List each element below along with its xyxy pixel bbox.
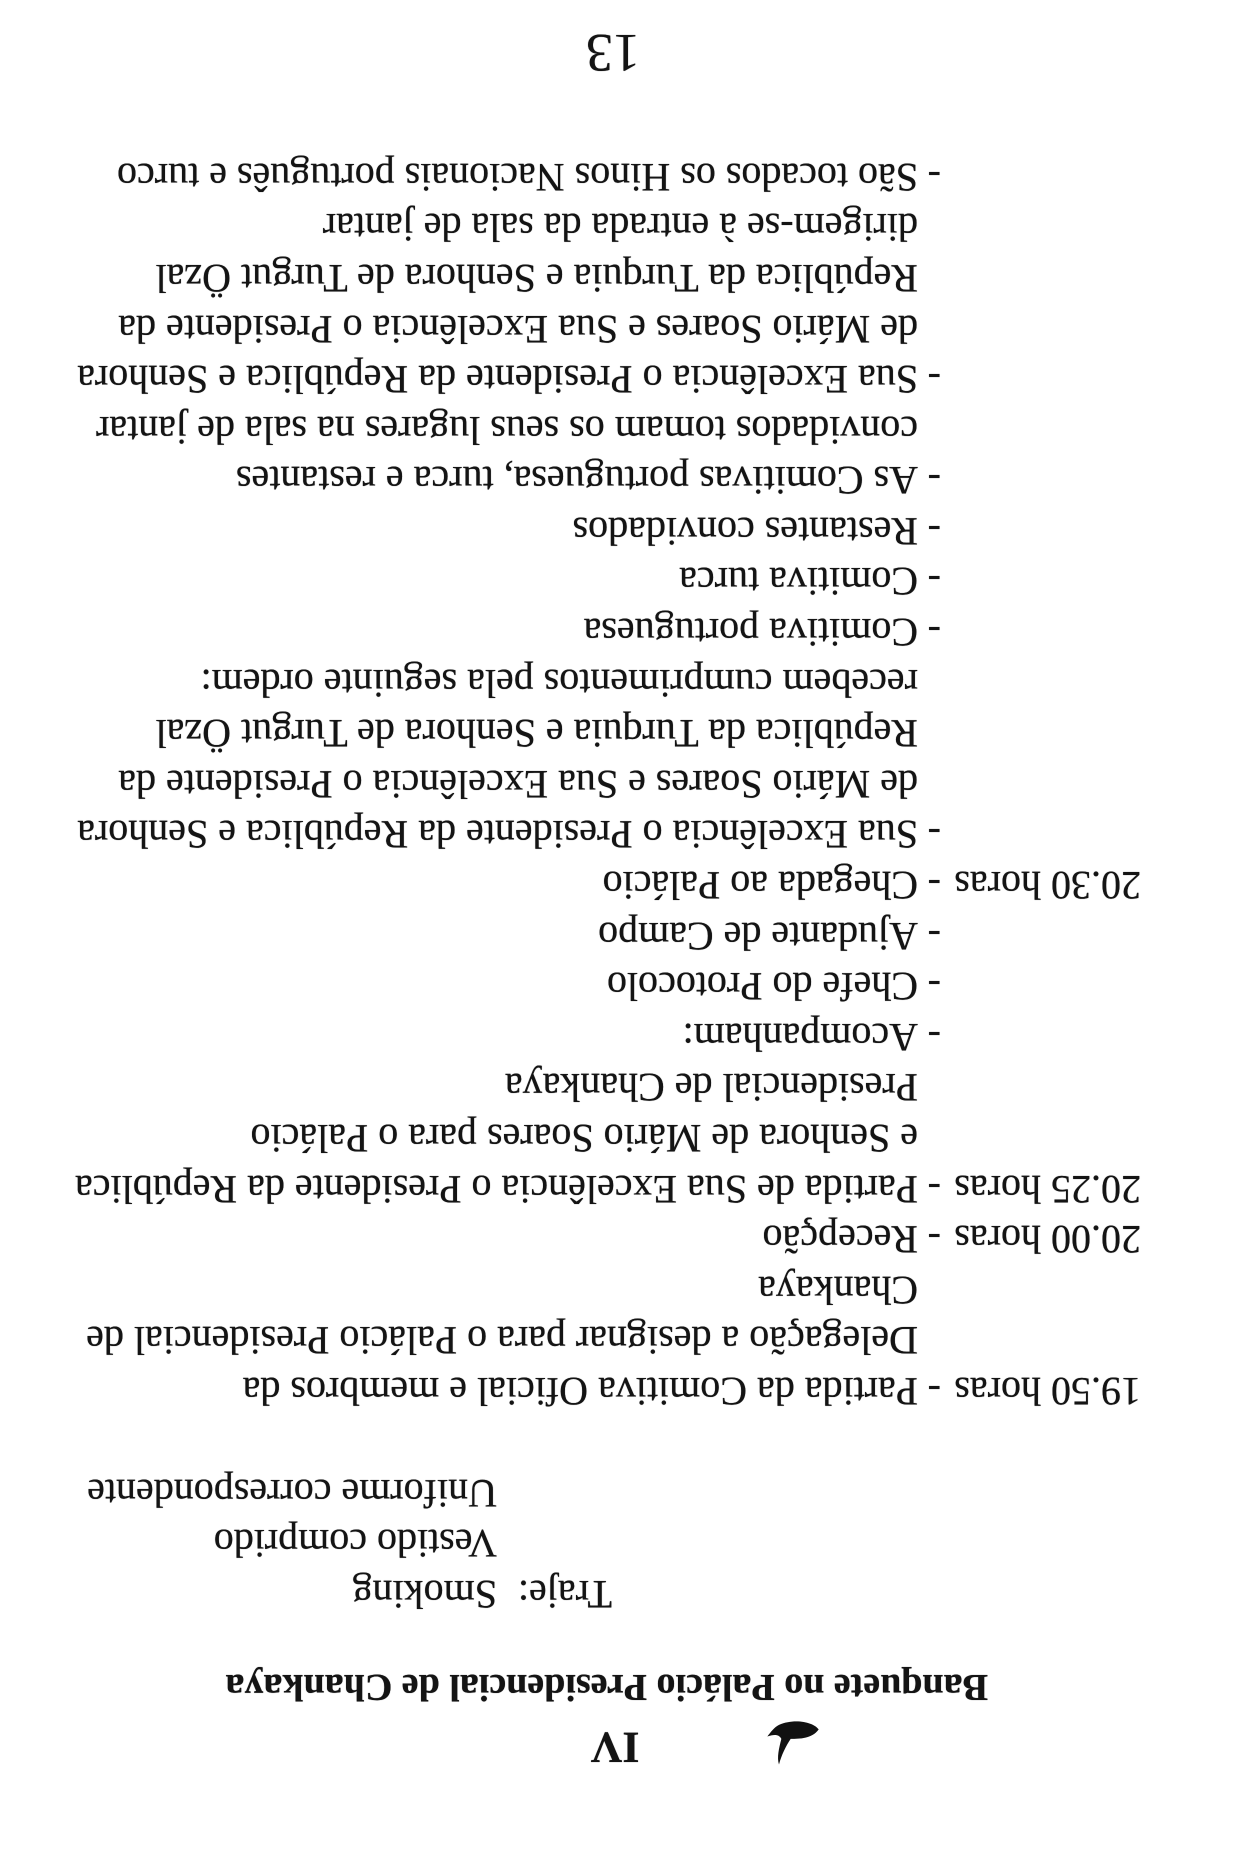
list-dash: - (927, 1014, 941, 1060)
schedule-line (75, 1112, 1141, 1163)
schedule-time: 19.50 horas (954, 1369, 1141, 1414)
schedule-text: Sua Excelência o Presidente da República e Senhora (77, 812, 918, 858)
attire-label-spacer (497, 1467, 612, 1518)
schedule-text: dirigem-se à entrada da sala de jantar (322, 205, 918, 251)
attire-label: Traje: (517, 1572, 612, 1617)
attire-line (87, 1467, 612, 1518)
list-dash: - (927, 508, 941, 554)
schedule-text: Partida de Sua Excelência o Presidente da República (74, 1166, 918, 1212)
schedule-text: República da Turquia e Senhora de Turgut Özal (155, 711, 918, 757)
schedule-line (75, 1365, 1141, 1416)
schedule-time: 20.00 horas (954, 1217, 1141, 1263)
list-dash: - (927, 154, 941, 200)
schedule-text: Presidencial de Chankaya (504, 1065, 918, 1111)
schedule-text: recebem cumprimentos pela seguinte ordem: (200, 660, 918, 706)
schedule-line (75, 455, 1141, 506)
list-dash: - (927, 458, 941, 504)
schedule-line (75, 1264, 1141, 1315)
schedule-text: Comitiva turca (679, 559, 918, 605)
schedule-line (75, 809, 1141, 860)
list-dash: - (927, 1166, 941, 1212)
schedule-line (75, 151, 1141, 202)
schedule-line (75, 556, 1141, 607)
list-dash: - (927, 1369, 941, 1414)
schedule-line (75, 354, 1141, 405)
list-dash: - (927, 964, 941, 1010)
schedule-text: República da Turquia e Senhora de Turgut Özal (155, 255, 918, 301)
schedule-line (75, 404, 1141, 455)
schedule-text: Sua Excelência o Presidente da República e Senhora (77, 357, 918, 403)
schedule-text: e Senhora de Mário Soares para o Palácio (250, 1116, 918, 1162)
schedule-text: Restantes convidados (572, 508, 918, 554)
schedule-line (75, 607, 1141, 658)
list-dash: - (927, 559, 941, 605)
schedule-line (75, 252, 1141, 303)
attire-option: Uniforme correspondente (87, 1470, 497, 1516)
list-dash: - (927, 1217, 941, 1263)
schedule-text: São tocados os Hinos Nacionais português e turco (117, 154, 918, 200)
schedule-line (75, 1062, 1141, 1113)
section-title: Banquete no Palácio Presidencial de Chankaya (225, 1666, 988, 1708)
attire-label-spacer (497, 1518, 612, 1569)
schedule-text: de Mário Soares e Sua Excelência o Presidente da (118, 306, 918, 352)
schedule-text: Partida da Comitiva Oficial e membros da (242, 1369, 918, 1414)
list-dash: - (927, 610, 941, 656)
schedule-line (75, 910, 1141, 961)
schedule-line (75, 1011, 1141, 1062)
schedule-time: 20.25 horas (954, 1166, 1141, 1212)
list-dash: - (927, 357, 941, 403)
attire-option: Smoking (352, 1572, 497, 1617)
schedule-text: Ajudante de Campo (598, 913, 918, 959)
schedule-text: Delegação a designar para o Palácio Presidencial de (86, 1318, 918, 1364)
schedule-line (75, 1315, 1141, 1366)
schedule-line (75, 1214, 1141, 1265)
list-dash: - (927, 812, 941, 858)
schedule-line (75, 202, 1141, 253)
schedule-line (75, 859, 1141, 910)
schedule-time: 20.30 horas (954, 863, 1141, 909)
section-number: IV (590, 1723, 640, 1772)
schedule-line (75, 961, 1141, 1012)
schedule-line (75, 758, 1141, 809)
schedule-text: As Comitivas portuguesa, turca e restantes (235, 458, 918, 504)
list-dash: - (927, 913, 941, 959)
schedule-text: Comitiva portuguesa (583, 610, 918, 656)
schedule-text: convidados tomam os seus lugares na sala de jantar (96, 407, 918, 453)
schedule-line (75, 657, 1141, 708)
attire-option: Vestido comprido (213, 1521, 497, 1567)
schedule (75, 151, 1141, 1416)
attire-line (87, 1568, 612, 1619)
schedule-text: de Mário Soares e Sua Excelência o Presidente da (118, 761, 918, 807)
schedule-text: Chegada ao Palácio (602, 863, 918, 909)
schedule-text: Recepção (762, 1217, 918, 1263)
list-dash: - (927, 863, 941, 909)
schedule-text: Acompanham: (682, 1014, 918, 1060)
feather-ornament-icon (765, 1715, 821, 1765)
schedule-line (75, 303, 1141, 354)
attire-line (87, 1518, 612, 1569)
schedule-line (75, 1163, 1141, 1214)
attire-block (87, 1467, 612, 1619)
schedule-text: Chefe do Protocolo (606, 964, 918, 1010)
schedule-text: Chankaya (758, 1267, 918, 1313)
schedule-line (75, 505, 1141, 556)
page-number: 13 (586, 23, 640, 83)
schedule-line (75, 708, 1141, 759)
